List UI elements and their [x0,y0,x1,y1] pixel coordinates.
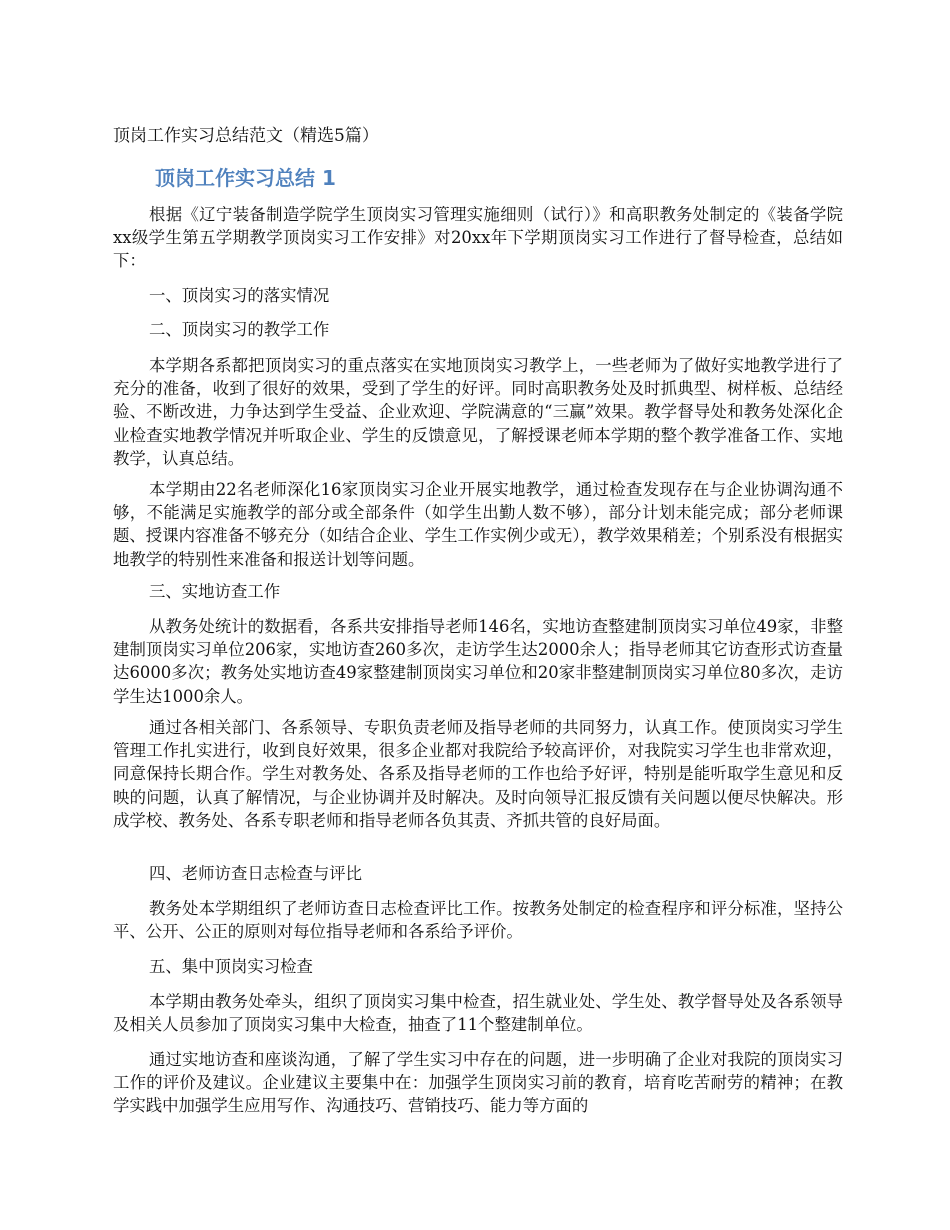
paragraph: 本学期由22名老师深化16家顶岗实习企业开展实地教学，通过检查发现存在与企业协调沟通不够，不能满足实施教学的部分或全部条件（如学生出勤人数不够），部分计划未能完成；部分老师课题、授课内容准备不够充分（如结合企业、学生工作实例少或无），教学效果稍差；个别系没有根据实地教学的特别性来准备和报送计划等问题。 [113,480,843,569]
section-title: 五、集中顶岗实习检查 [149,957,313,976]
section-title: 四、老师访查日志检查与评比 [149,864,363,883]
paragraph: 通过实地访查和座谈沟通，了解了学生实习中存在的问题，进一步明确了企业对我院的顶岗实习工作的评价及建议。企业建议主要集中在：加强学生顶岗实习前的教育，培育吃苦耐劳的精神；在教学实践中加强学生应用写作、沟通技巧、营销技巧、能力等方面的 [113,1050,843,1116]
document-title: 顶岗工作实习总结范文（精选5篇） [113,126,379,146]
section-heading: 顶岗工作实习总结 1 [155,166,336,190]
paragraph: 教务处本学期组织了老师访查日志检查评比工作。按教务处制定的检查程序和评分标准，坚持公平、公开、公正的原则对每位指导老师和各系给予评价。 [113,899,843,942]
paragraph: 通过各相关部门、各系领导、专职负责老师及指导老师的共同努力，认真工作。使顶岗实习学生管理工作扎实进行，收到良好效果，很多企业都对我院给予较高评价，对我院实习学生也非常欢迎，同意保持长期合作。学生对教务处、各系及指导老师的工作也给予好评，特别是能听取学生意见和反映的问题，认真了解情况，与企业协调并及时解决。及时向领导汇报反馈有关问题以便尽快解决。形成学校、教务处、各系专职老师和指导老师各负其责、齐抓共管的良好局面。 [113,718,843,830]
paragraph: 本学期各系都把顶岗实习的重点落实在实地顶岗实习教学上，一些老师为了做好实地教学进行了充分的准备，收到了很好的效果，受到了学生的好评。同时高职教务处及时抓典型、树样板、总结经验、不断改进，力争达到学生受益、企业欢迎、学院满意的“三赢”效果。教学督导处和教务处深化企业检查实地教学情况并听取企业、学生的反馈意见，了解授课老师本学期的整个教学准备工作、实地教学，认真总结。 [113,356,843,468]
section-title: 一、顶岗实习的落实情况 [149,286,330,305]
section-title: 二、顶岗实习的教学工作 [149,320,330,339]
section-title: 三、实地访查工作 [149,582,281,601]
paragraph: 从教务处统计的数据看，各系共安排指导老师146名，实地访查整建制顶岗实习单位49家，非整建制顶岗实习单位206家，实地访查260多次，走访学生达2000余人；指导老师其它访查形式访查量达6000多次；教务处实地访查49家整建制顶岗实习单位和20家非整建制顶岗实习单位80多次，走访学生达1000余人。 [113,617,843,706]
paragraph: 根据《辽宁装备制造学院学生顶岗实习管理实施细则（试行）》和高职教务处制定的《装备学院xx级学生第五学期教学顶岗实习工作安排》对20xx年下学期顶岗实习工作进行了督导检查，总结如下： [113,205,843,271]
paragraph: 本学期由教务处牵头，组织了顶岗实习集中检查，招生就业处、学生处、教学督导处及各系领导及相关人员参加了顶岗实习集中大检查，抽查了11个整建制单位。 [113,992,843,1035]
